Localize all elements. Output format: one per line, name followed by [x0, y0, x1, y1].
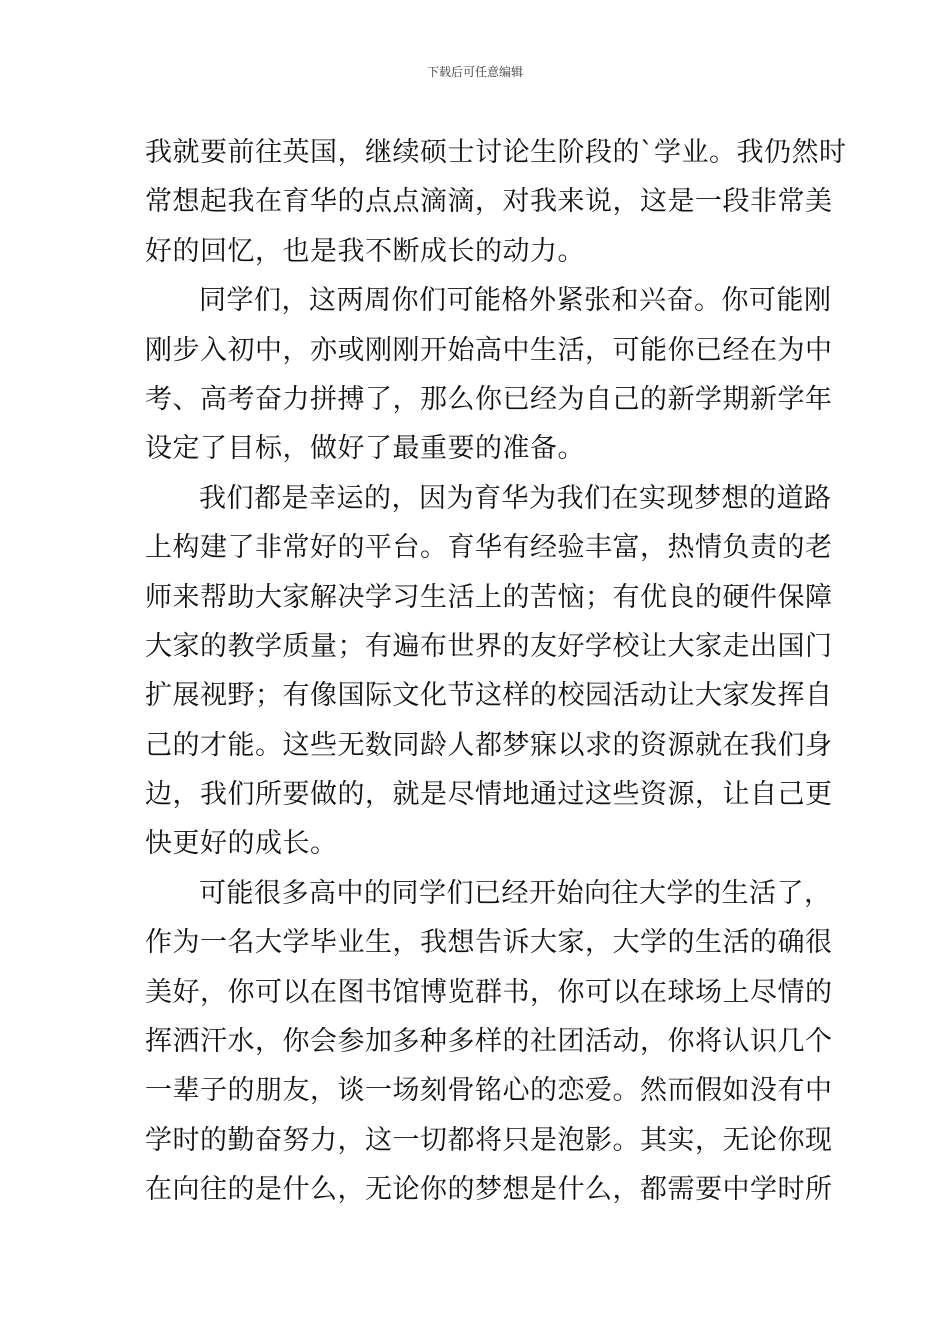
body-text — [145, 128, 847, 1215]
text-line: 大家的教学质量；有遍布世界的友好学校让大家走出国门 — [145, 630, 833, 662]
text-line: 我就要前往英国，继续硕士讨论生阶段的`学业。我仍然时 — [145, 137, 847, 168]
text-line: 考、高考奋力拼搏了，那么你已经为自己的新学期新学年 — [145, 383, 833, 415]
text-line: 我们都是幸运的，因为育华为我们在实现梦想的道路 — [199, 482, 832, 514]
text-line: 常想起我在育华的点点滴滴，对我来说，这是一段非常美 — [145, 186, 833, 218]
text-line: 学时的勤奋努力，这一切都将只是泡影。其实，无论你现 — [145, 1124, 833, 1156]
text-line: 边，我们所要做的，就是尽情地通过这些资源，让自己更 — [145, 779, 833, 811]
text-line: 好的回忆，也是我不断成长的动力。 — [145, 235, 585, 267]
text-line: 师来帮助大家解决学习生活上的苦恼；有优良的硬件保障 — [145, 581, 833, 613]
text-line: 一辈子的朋友，谈一场刻骨铭心的恋爱。然而假如没有中 — [145, 1075, 833, 1107]
text-line: 挥洒汗水，你会参加多种多样的社团活动，你将认识几个 — [145, 1026, 833, 1058]
text-line: 可能很多高中的同学们已经开始向往大学的生活了， — [199, 877, 832, 909]
text-line: 刚步入初中，亦或刚刚开始高中生活，可能你已经在为中 — [145, 334, 833, 366]
text-line: 扩展视野；有像国际文化节这样的校园活动让大家发挥自 — [145, 680, 833, 712]
text-line: 设定了目标，做好了最重要的准备。 — [145, 433, 585, 465]
text-line: 美好，你可以在图书馆博览群书，你可以在球场上尽情的 — [145, 976, 833, 1008]
text-line: 上构建了非常好的平台。育华有经验丰富，热情负责的老 — [145, 532, 833, 564]
text-line: 在向往的是什么，无论你的梦想是什么，都需要中学时所 — [145, 1174, 833, 1206]
text-line: 快更好的成长。 — [145, 828, 338, 860]
text-line: 同学们，这两周你们可能格外紧张和兴奋。你可能刚 — [199, 285, 832, 317]
text-line: 作为一名大学毕业生，我想告诉大家，大学的生活的确很 — [145, 927, 833, 959]
text-line: 己的才能。这些无数同龄人都梦寐以求的资源就在我们身 — [145, 729, 833, 761]
page-header: 下载后可任意编辑 — [426, 65, 523, 79]
